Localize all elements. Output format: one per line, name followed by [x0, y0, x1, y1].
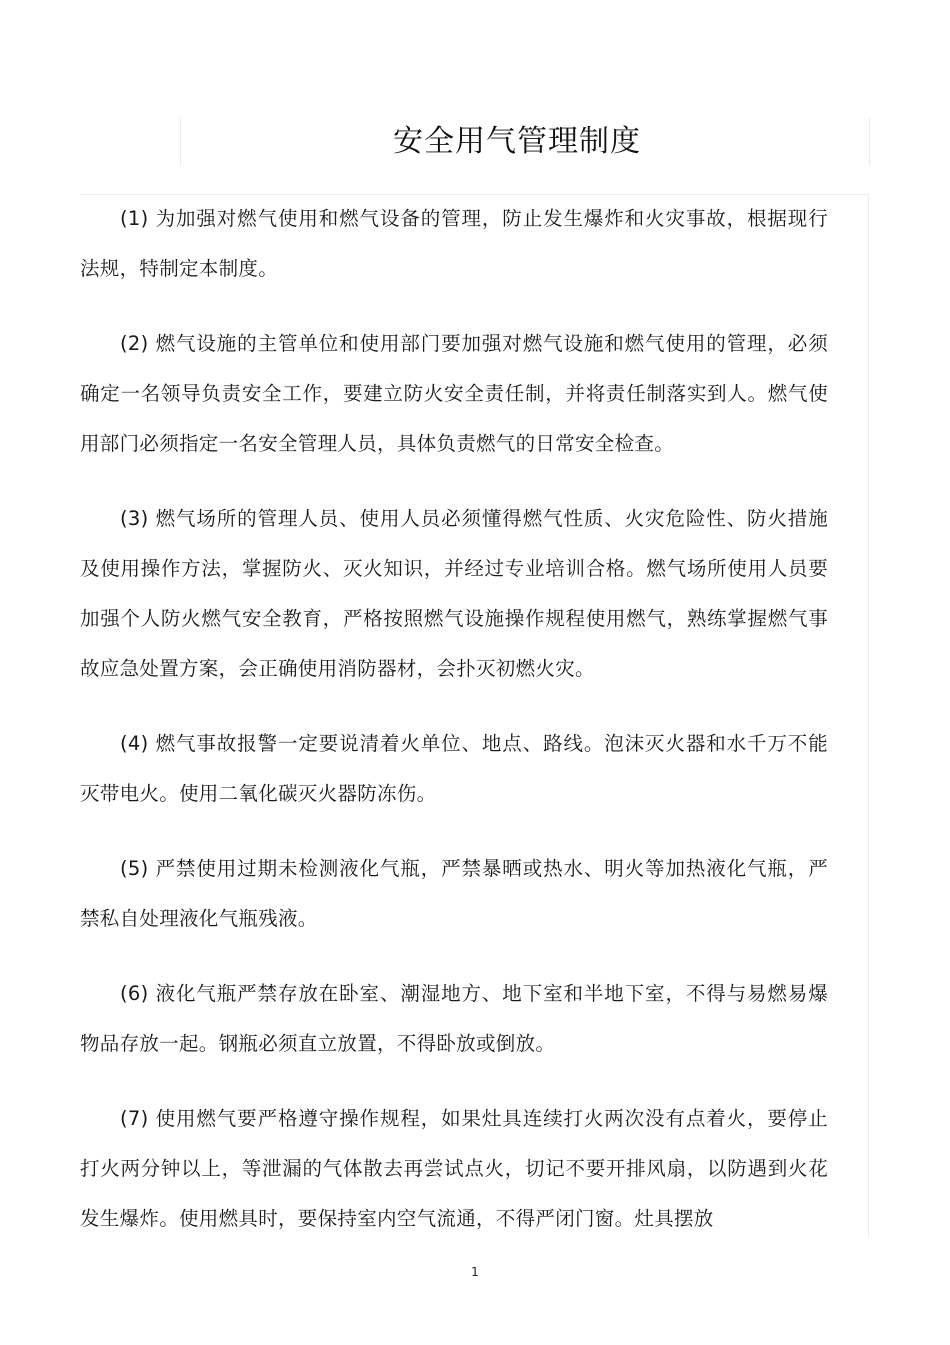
- paragraph-7: (7) 使用燃气要严格遵守操作规程，如果灶具连续打火两次没有点着火，要停止打火两分钟以上，等泄漏的气体散去再尝试点火，切记不要开排风扇，以防遇到火花发生爆炸。使用燃具时，要保持室内空气流通，不得严闭门窗。灶具摆放: [80, 1107, 828, 1230]
- paragraph-5: (5) 严禁使用过期未检测液化气瓶，严禁暴晒或热水、明火等加热液化气瓶，严禁私自处理液化气瓶残液。: [80, 857, 828, 930]
- right-margin-rule: [868, 194, 869, 1238]
- paragraph-4: (4) 燃气事故报警一定要说清着火单位、地点、路线。泡沫灭火器和水千万不能灭带电火。使用二氧化碳灭火器防冻伤。: [80, 732, 828, 805]
- page-number: 1: [471, 1265, 479, 1279]
- paragraph-1: (1) 为加强对燃气使用和燃气设备的管理，防止发生爆炸和火灾事故，根据现行法规，特制定本制度。: [80, 207, 828, 280]
- paragraph-3: (3) 燃气场所的管理人员、使用人员必须懂得燃气性质、火灾危险性、防火措施及使用操作方法，掌握防火、灭火知识，并经过专业培训合格。燃气场所使用人员要加强个人防火燃气安全教育，严格按照燃气设施操作规程使用燃气，熟练掌握燃气事故应急处置方案，会正确使用消防器材，会扑灭初燃火灾。: [80, 507, 828, 680]
- paragraph-6: (6) 液化气瓶严禁存放在卧室、潮湿地方、地下室和半地下室，不得与易燃易爆物品存放一起。钢瓶必须直立放置，不得卧放或倒放。: [80, 982, 828, 1055]
- page-title: 安全用气管理制度: [393, 124, 641, 159]
- body-text: [80, 194, 828, 1269]
- paragraph-2: (2) 燃气设施的主管单位和使用部门要加强对燃气设施和燃气使用的管理，必须确定一名领导负责安全工作，要建立防火安全责任制，并将责任制落实到人。燃气使用部门必须指定一名安全管理人员，具体负责燃气的日常安全检查。: [80, 332, 828, 455]
